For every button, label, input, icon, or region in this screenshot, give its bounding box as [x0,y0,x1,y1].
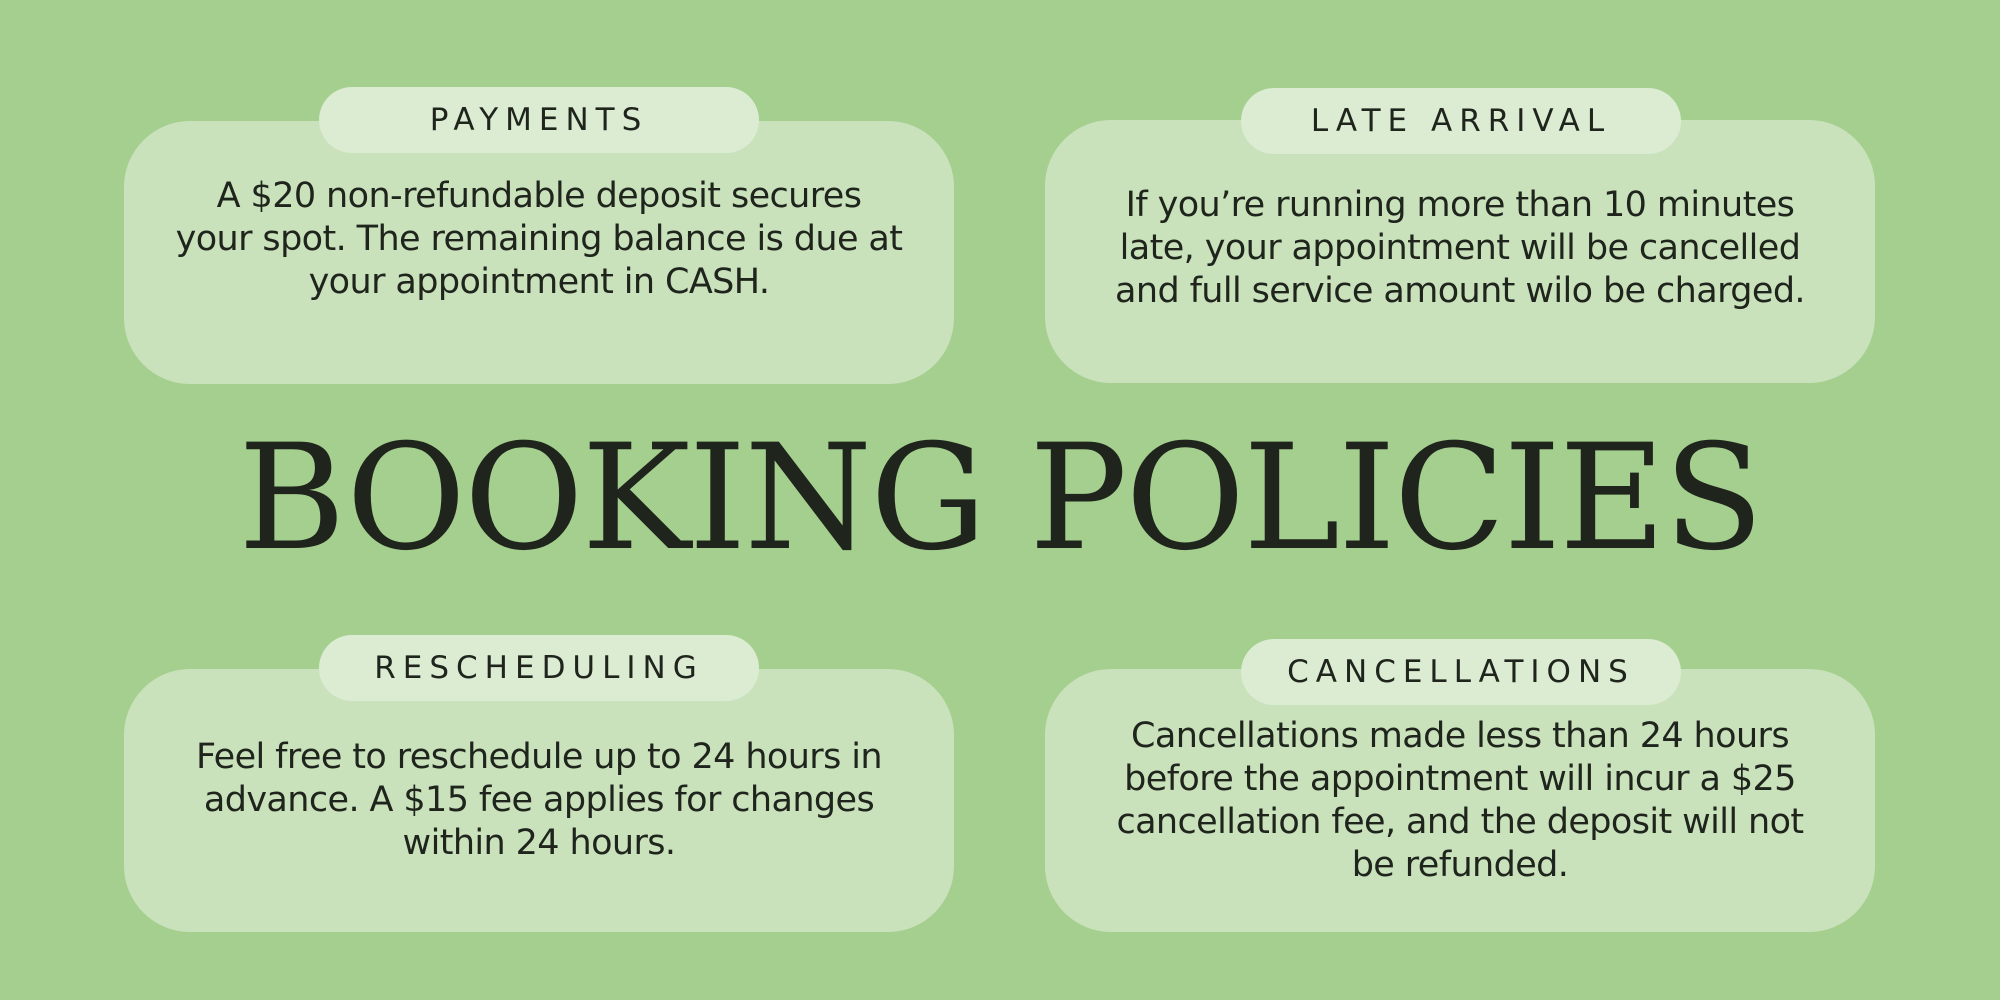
cancellations-label [1241,639,1681,705]
cancellations-text [1116,715,1803,887]
cancellations-card [1045,669,1875,932]
late-arrival-line: late, your appointment will be cancelled [1119,228,1801,268]
payments-card [124,121,954,384]
payments-line: A $20 non-refundable deposit secures [216,176,862,216]
late-arrival-line: If you’re running more than 10 minutes [1125,185,1795,225]
payments-label-text: PAYMENTS [429,102,649,138]
cancellations-line: before the appointment will incur a $25 [1124,758,1796,799]
rescheduling-label [319,635,759,701]
rescheduling-line: advance. A $15 fee applies for changes [203,780,875,820]
late-arrival-label [1241,88,1681,154]
page-title: BOOKING POLICIES [238,413,1762,583]
rescheduling-line: within 24 hours. [402,823,676,863]
rescheduling-text [196,736,882,865]
late-arrival-card [1045,120,1875,383]
cancellations-label-text: CANCELLATIONS [1287,654,1635,690]
late-arrival-text [1115,184,1805,313]
payments-text [176,175,903,304]
rescheduling-label-text: RESCHEDULING [374,650,704,686]
rescheduling-card [124,669,954,932]
cancellations-line: Cancellations made less than 24 hours [1131,715,1789,756]
payments-label [319,87,759,153]
payments-line: your appointment in CASH. [308,262,770,302]
cancellations-line: cancellation fee, and the deposit will not [1116,801,1804,842]
late-arrival-line: and full service amount wilo be charged. [1115,271,1805,311]
late-arrival-label-text: LATE ARRIVAL [1310,103,1612,139]
cancellations-line: be refunded. [1351,844,1569,885]
rescheduling-line: Feel free to reschedule up to 24 hours in [196,737,882,777]
payments-line: your spot. The remaining balance is due at [175,219,903,259]
